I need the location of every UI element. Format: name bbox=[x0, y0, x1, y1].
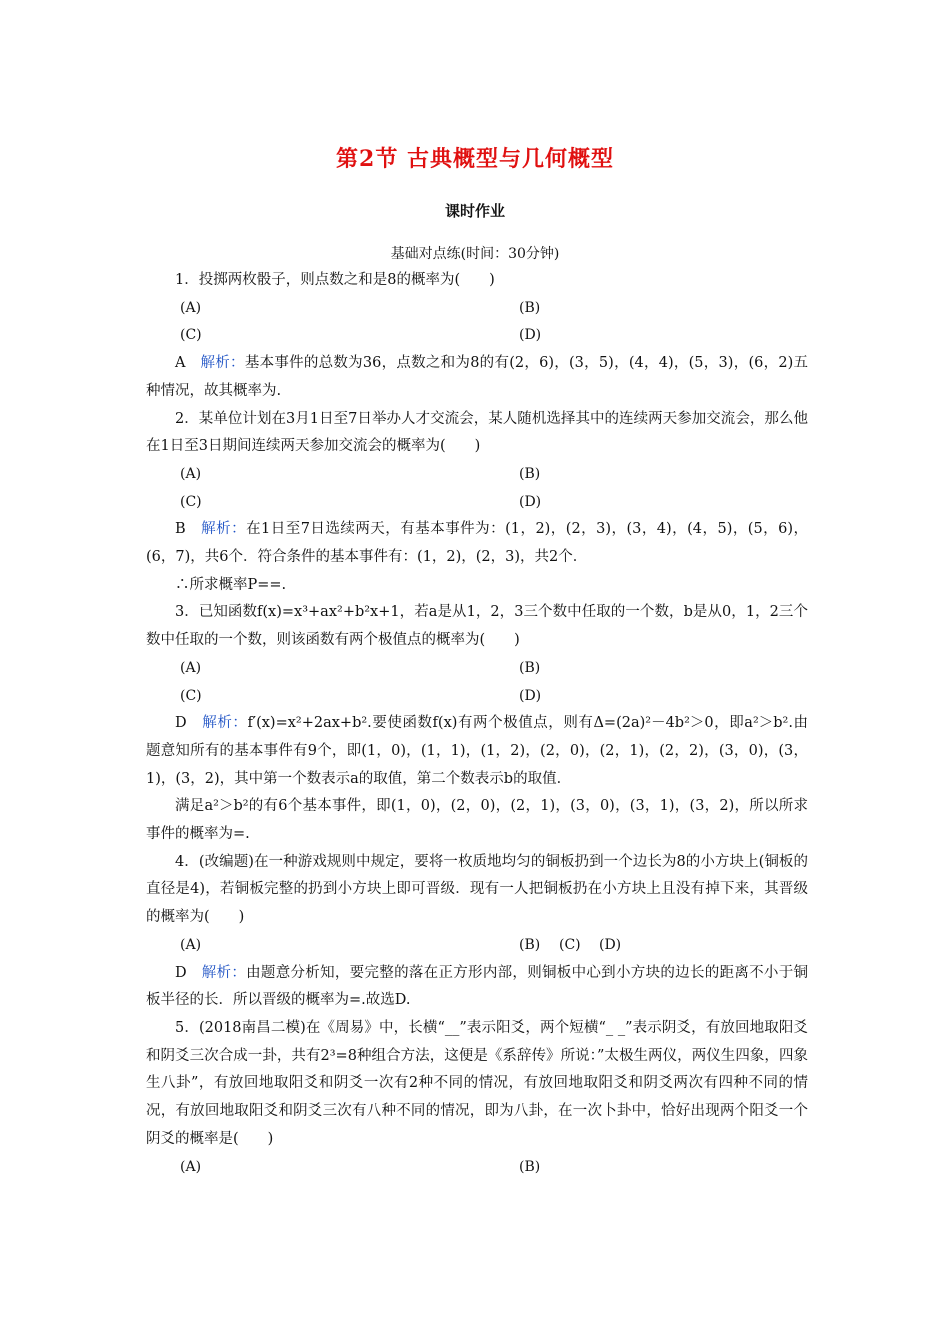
q2-option-b: (B) bbox=[519, 465, 541, 482]
section-heading: 基础对点练(时间：30分钟) bbox=[390, 246, 560, 262]
question-5: 5．(2018南昌二模)在《周易》中，长横“__”表示阳爻，两个短横“_ _”表示阴爻，有放回地取阳爻和阴爻三次合成一卦，共有2³=8种组合方法，这便是《系辞传》所说：”太极生两仪，两仪生四象，四象生八卦”，有放回地取阳爻和阴爻一次有2种不同的情况，有放回地取阳爻和阴爻两次有四种不同的情况，有放回地取阳爻和阴爻三次有八种不同的情况，即为八卦，在一次卜卦中，恰好出现两个阳爻一个阴爻的概率是( ) bbox=[146, 1019, 808, 1147]
page-subtitle: 课时作业 bbox=[444, 202, 505, 220]
q1-option-a: (A) bbox=[180, 299, 202, 316]
q4-solution-text: 由题意分析知，要完整的落在正方形内部，则铜板中心到小方块的边长的距离不小于铜板半径的长．所以晋级的概率为=.故选D. bbox=[146, 964, 809, 1009]
q4-option-b: (B) bbox=[519, 936, 541, 953]
q3-solution-label: 解析： bbox=[202, 715, 248, 732]
q5-options-ab bbox=[146, 1154, 808, 1182]
q3-solution-text: f′(x)=x²+2ax+b².要使函数f(x)有两个极值点，则有Δ=(2a)²－4b²＞0，即a²＞b².由题意知所有的基本事件有9个，即(1，0)，(1，1)，(1，2)，(2，0)，(2，1)，(2，2)，(3，0)，(3，1)，(3，2)，其中第一个数表示a的取值，第二个数表示b的取值． bbox=[146, 715, 809, 787]
q2-solution-text: 在1日至7日选续两天，有基本事件为：(1，2)，(2，3)，(3，4)，(4，5)，(5，6)，(6，7)，共6个．符合条件的基本事件有：(1，2)，(2，3)，共2个． bbox=[146, 521, 809, 566]
q2-options-cd bbox=[146, 489, 808, 517]
q4-solution-label: 解析： bbox=[201, 964, 247, 981]
q4-option-c: (C) bbox=[559, 936, 581, 953]
q2-option-c: (C) bbox=[180, 493, 202, 510]
q2-solution bbox=[146, 516, 808, 571]
q3-option-d: (D) bbox=[519, 687, 542, 704]
q4-option-a: (A) bbox=[180, 936, 202, 953]
q3-solution-conclusion: 满足a²＞b²的有6个基本事件，即(1，0)，(2，0)，(2，1)，(3，0)，(3，1)，(3，2)，所以所求事件的概率为=. bbox=[146, 798, 808, 843]
q3-options-ab bbox=[146, 655, 808, 683]
question-2: 2．某单位计划在3月1日至7日举办人才交流会，某人随机选择其中的连续两天参加交流会，那么他在1日至3日期间连续两天参加交流会的概率为( ) bbox=[146, 410, 808, 455]
q3-option-c: (C) bbox=[180, 687, 202, 704]
question-3: 3．已知函数f(x)=x³+ax²+b²x+1，若a是从1，2，3三个数中任取的一个数，b是从0，1，2三个数中任取的一个数，则该函数有两个极值点的概率为( ) bbox=[146, 604, 808, 649]
q4-answer: D bbox=[175, 964, 187, 981]
q3-options-cd bbox=[146, 683, 808, 711]
q4-option-d: (D) bbox=[599, 936, 622, 953]
page-title: 第2节 古典概型与几何概型 bbox=[336, 146, 614, 172]
q2-option-a: (A) bbox=[180, 465, 202, 482]
q4-options bbox=[146, 932, 808, 960]
q1-solution bbox=[146, 350, 808, 405]
q3-answer: D bbox=[175, 715, 187, 732]
q2-solution-label: 解析： bbox=[201, 521, 247, 538]
q1-answer: A bbox=[175, 355, 186, 372]
q1-options-cd bbox=[146, 322, 808, 350]
q3-option-a: (A) bbox=[180, 659, 202, 676]
q5-option-b: (B) bbox=[519, 1158, 541, 1175]
q1-option-c: (C) bbox=[180, 327, 202, 344]
document-body bbox=[146, 267, 808, 1181]
q2-solution-conclusion: ∴所求概率P==. bbox=[175, 576, 287, 593]
q2-options-ab bbox=[146, 461, 808, 489]
q1-solution-label: 解析： bbox=[200, 355, 245, 372]
question-1: 1．投掷两枚骰子，则点数之和是8的概率为( ) bbox=[175, 272, 495, 288]
q4-solution bbox=[146, 960, 808, 1015]
q3-option-b: (B) bbox=[519, 659, 541, 676]
q5-option-a: (A) bbox=[180, 1158, 202, 1175]
q1-solution-text: 基本事件的总数为36，点数之和为8的有(2，6)，(3，5)，(4，4)，(5，3)，(6，2)五种情况，故其概率为. bbox=[146, 355, 809, 399]
q1-option-b: (B) bbox=[519, 299, 541, 316]
q1-options-ab bbox=[146, 295, 808, 323]
q2-answer: B bbox=[175, 521, 186, 538]
q2-option-d: (D) bbox=[519, 493, 542, 510]
q3-solution bbox=[146, 710, 808, 793]
q1-option-d: (D) bbox=[519, 327, 542, 344]
question-4: 4．(改编题)在一种游戏规则中规定，要将一枚质地均匀的铜板扔到一个边长为8的小方块上(铜板的直径是4)，若铜板完整的扔到小方块上即可晋级．现有一人把铜板扔在小方块上且没有掉下来，其晋级的概率为( ) bbox=[146, 853, 808, 926]
